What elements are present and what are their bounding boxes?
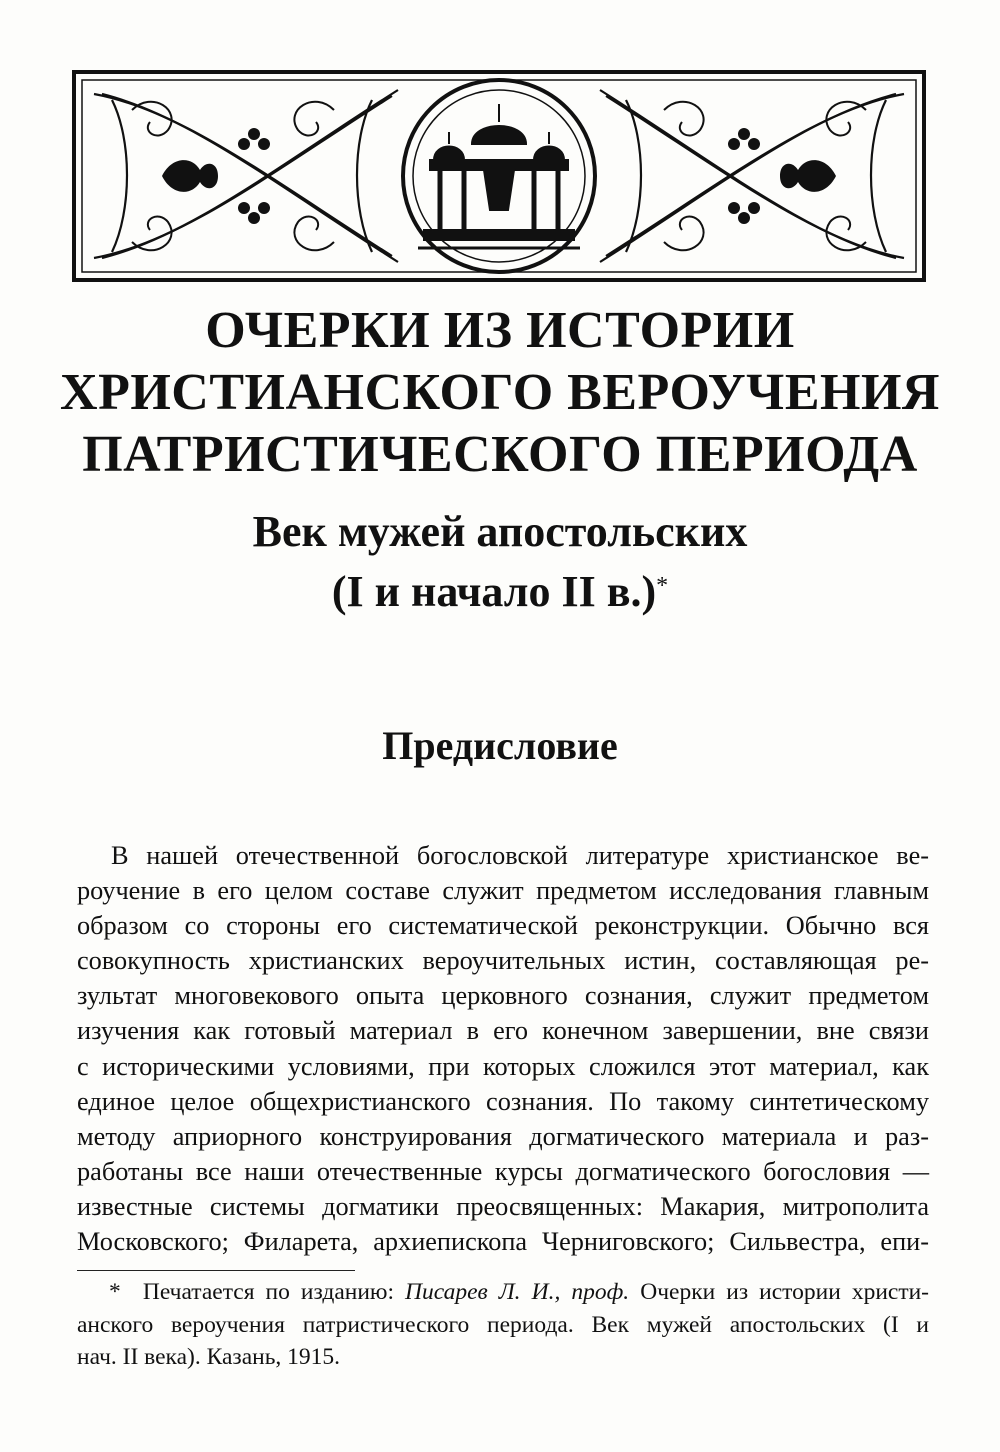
body-line: роучение в его целом составе служит предметом исследования главным	[77, 876, 929, 906]
section-title-preface: Предисловие	[382, 723, 618, 768]
body-line: В нашей отечественной богословской литературе христианское ве-	[111, 841, 929, 870]
subtitle-line-2: (I и начало II в.)*	[331, 567, 669, 616]
footnote-author: Писарев Л. И., проф.	[405, 1279, 630, 1305]
body-line: известные системы догматики преосвященных: Макария, митрополита	[77, 1191, 929, 1221]
body-line: методу априорного конструирования догматического материала и раз-	[77, 1121, 929, 1151]
main-title-line-3: ПАТРИСТИЧЕСКОГО ПЕРИОДА	[82, 426, 918, 483]
footnote-marker: *	[656, 573, 669, 599]
body-line: совокупность христианских вероучительных истин, составляющая ре-	[77, 946, 929, 976]
body-line: единое целое общехристианского сознания. По такому синтетическому	[77, 1086, 929, 1116]
footnote	[77, 1276, 929, 1374]
footnote-title-start: Очерки из истории христи-	[640, 1279, 929, 1305]
footnote-line-2: анского вероучения патристического периода. Век мужей апостольских (I и	[77, 1311, 929, 1338]
footnote-line-3: нач. II века). Казань, 1915.	[77, 1344, 341, 1371]
main-title-line-1: ОЧЕРКИ ИЗ ИСТОРИИ	[205, 302, 795, 359]
subtitle-line-1: Век мужей апостольских	[252, 507, 748, 556]
body-line: Московского; Филарета, архиепископа Черниговского; Сильвестра, епи-	[77, 1227, 929, 1257]
ornament-icon	[72, 70, 926, 282]
body-paragraph	[77, 838, 929, 1259]
main-title-line-2: ХРИСТИАНСКОГО ВЕРОУЧЕНИЯ	[60, 364, 940, 421]
body-line: работаны все наши отечественные курсы догматического богословия —	[77, 1156, 929, 1186]
body-line: изучения как готовый материал в его конечном завершении, вне связи	[77, 1016, 929, 1046]
footnote-divider	[77, 1270, 355, 1271]
ornamental-header-band	[72, 70, 926, 282]
footnote-line-1	[77, 1276, 929, 1309]
footnote-lead: Печатается по изданию:	[142, 1279, 394, 1305]
body-line: зультат многовекового опыта церковного сознания, служит предметом	[77, 981, 929, 1011]
body-line: с историческими условиями, при которых сложился этот материал, как	[77, 1051, 929, 1081]
subtitle	[60, 502, 940, 622]
main-title	[60, 300, 940, 486]
footnote-mark: *	[109, 1279, 121, 1305]
body-line: образом со стороны его систематической реконструкции. Обычно вся	[77, 911, 929, 941]
